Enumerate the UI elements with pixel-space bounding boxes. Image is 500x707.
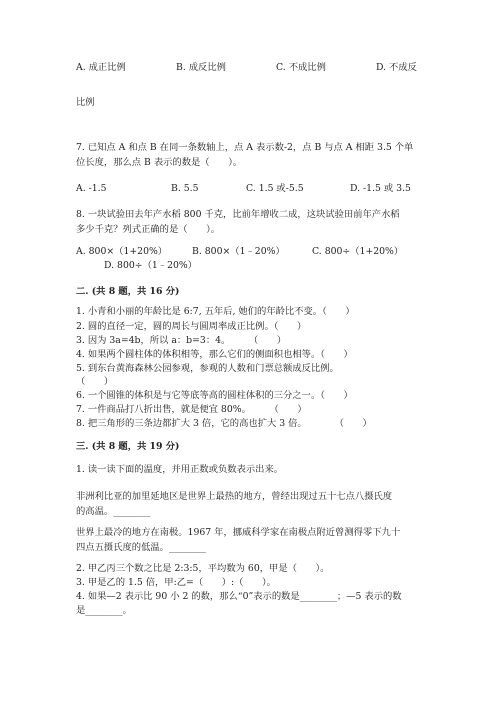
q6-option-b: B. 成反比例 (176, 62, 226, 73)
q8-text-line2: 多少千克？列式正确的是（ ）。 (76, 224, 221, 235)
q7-text-line1: 7. 已知点 A 和点 B 在同一条数轴上，点 A 表示数-2，点 B 与点 A 相距 3.5 个单 (76, 142, 414, 153)
q7-option-c: C. 1.5 或-5.5 (246, 183, 304, 194)
section3-q1: 1. 读一读下面的温度，并用正数或负数表示出来。 (76, 464, 284, 475)
q8-option-b: B. 800×（1﹣20%） (192, 246, 285, 257)
q6-option-d-wrap: 比例 (76, 97, 95, 108)
q7-text-line2: 位长度，那么点 B 表示的数是（ ）。 (76, 157, 243, 168)
q8-option-c: C. 800÷（1+20%） (312, 246, 404, 257)
section3-q2: 2. 甲乙丙三个数之比是 2:3:5，平均数为 60，甲是（ ）。 (76, 563, 330, 574)
section3-q4-line2: 是________。 (76, 605, 132, 616)
section3-q1-para2-line1: 世界上最冷的地方在南极。1967 年，挪威科学家在南极点附近曾测得零下九十 (76, 527, 401, 538)
section3-q1-para2-line2: 四点五摄氏度的低温。________ (76, 542, 207, 553)
section2-item-5-answer: （ ） (76, 376, 114, 387)
section2-item-4: 4. 如果两个圆柱体的体积相等，那么它们的侧面积也相等。（ ） (76, 349, 353, 360)
section3-q4-line1: 4. 如果—2 表示比 90 小 2 的数，那么“0”表示的数是________；—5 表示的数 (76, 591, 402, 602)
q6-option-a: A. 成正比例 (76, 62, 126, 73)
section3-q1-para1-line2: 的高温。________ (76, 506, 151, 517)
q7-option-d: D. -1.5 或 3.5 (350, 183, 411, 194)
section2-item-2: 2. 圆的直径一定，圆的周长与圆周率成正比例。（ ） (76, 321, 307, 332)
q8-option-a: A. 800×（1+20%） (76, 246, 168, 257)
section3-q1-para1-line1: 非洲利比亚的加里延地区是世界上最热的地方，曾经出现过五十七点八摄氏度 (76, 491, 393, 502)
section2-item-7: 7. 一件商品打八折出售，就是便宜 80%。 （ ） (76, 404, 307, 415)
q6-option-c: C. 不成比例 (276, 62, 326, 73)
section2-title: 二. (共 8 题，共 16 分) (76, 286, 180, 297)
q6-option-d: D. 不成反 (376, 62, 417, 73)
section3-title: 三. (共 8 题，共 19 分) (76, 441, 180, 452)
section2-item-6: 6. 一个圆锥的体积是与它等底等高的圆柱体积的三分之一。（ ） (76, 390, 353, 401)
section2-item-3: 3. 因为 3a=4b，所以 a：b=3：4。 （ ） (76, 335, 287, 346)
section2-item-5: 5. 到东台黄海森林公园参观，参观的人数和门票总额成反比例。 (76, 363, 339, 374)
section2-item-8: 8. 把三角形的三条边都扩大 3 倍，它的高也扩大 3 倍。 （ ） (76, 418, 372, 429)
q8-option-d: D. 800÷（1﹣20%） (104, 260, 198, 271)
section3-q3: 3. 甲是乙的 1.5 倍，甲:乙=（ ）:（ ）。 (76, 577, 276, 588)
q8-text-line1: 8. 一块试验田去年产水稻 800 千克，比前年增收二成，这块试验田前年产水稻 (76, 209, 400, 220)
q7-option-a: A. -1.5 (76, 183, 107, 194)
q7-option-b: B. 5.5 (171, 183, 199, 194)
section2-item-1: 1. 小青和小丽的年龄比是 6:7, 五年后, 她们的年龄比不变。（ ） (76, 306, 355, 317)
